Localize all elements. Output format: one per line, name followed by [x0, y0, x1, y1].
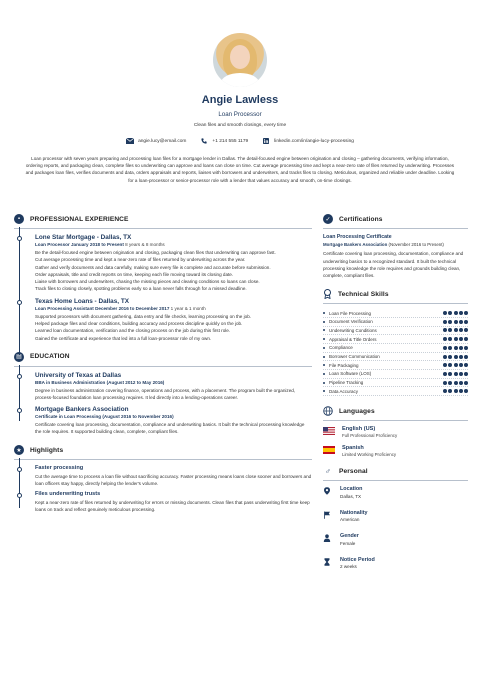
skill-row: [323, 327, 468, 336]
candidate-tagline: Clean files and smooth closings, every time: [193, 123, 287, 128]
entry-description: Be the detail-focused engine between origination and closing, packaging clean files that underwriting can approve fast. Cut average processing time and kept a near-zero rate of files returned by underwriting across the year. Gather and verify documents and data carefully, making sure every file is complete and accurate before submission. Order appraisals, title and credit reports on time, keeping each file moving toward its closing date. Liaise with borrowers and underwriters, chasing the missing pieces and clearing conditions so loans can close. Track files to closing closely, spotting problems early so a loan never falls through for a missed deadline.: [35, 250, 276, 292]
language-item: [323, 445, 468, 457]
entry-title: Lone Star Mortgage - Dallas, TX: [35, 234, 132, 241]
personal-label: Nationality: [340, 509, 368, 516]
right-column: [323, 212, 468, 580]
skill-rating: [443, 363, 468, 367]
personal-item: [323, 510, 468, 534]
email-text: angie.lucy@email.com: [138, 138, 187, 144]
location-icon: [323, 487, 331, 495]
skill-rating: [443, 389, 468, 393]
contact-bar: [0, 138, 480, 144]
skill-row: [323, 379, 468, 388]
skill-rating: [443, 320, 468, 324]
timeline-dot: [17, 467, 22, 472]
skill-row: [323, 309, 468, 318]
personal-item: [323, 533, 468, 557]
skill-row: [323, 353, 468, 362]
entry-title: Texas Home Loans - Dallas, TX: [35, 297, 129, 305]
skill-name: Document Verification: [323, 319, 373, 324]
timeline-dot: [17, 493, 22, 498]
personal-section: [323, 464, 468, 580]
language-name: Spanish: [342, 445, 364, 452]
entry-description: Certificate covering loan processing, documentation, compliance and underwriting basics. It built the technical processing knowledge the role requires. It supported building clean, complete, compliant files.: [35, 421, 305, 434]
section-title: EDUCATION: [30, 353, 70, 361]
personal-item: [323, 486, 468, 510]
experience-section: [14, 212, 312, 342]
entry-title: Faster processing: [35, 465, 84, 472]
section-title: Highlights: [30, 446, 64, 454]
section-divider: [14, 366, 312, 367]
language-level: Limited Working Proficiency: [342, 452, 397, 458]
entry-subtitle: BBA in Business Administration (August 2012 to May 2016): [35, 379, 165, 385]
personal-label: Gender: [340, 533, 359, 540]
briefcase-icon: ▪: [14, 214, 24, 224]
skill-row: [323, 370, 468, 379]
skill-row: [323, 344, 468, 353]
timeline-dot: [17, 236, 22, 241]
section-title: Certifications: [339, 215, 383, 223]
timeline-dot: [17, 408, 22, 413]
skill-rating: [443, 372, 468, 376]
personal-label: Notice Period: [340, 556, 375, 563]
star-icon: ★: [14, 445, 24, 455]
cert-description: Certificate covering loan processing, documentation, compliance and underwriting basics to a recognized standard. It built the technical processing knowledge the role requires and grounds building clean, complete, compliant files.: [323, 251, 464, 279]
email-icon: [126, 138, 134, 144]
personal-value: American: [340, 517, 360, 523]
education-entry: [14, 406, 312, 436]
contact-phone[interactable]: [200, 138, 248, 144]
highlight-entry: [14, 465, 312, 488]
skill-rating: [443, 328, 468, 332]
entry-description: Cut the average time to process a loan file without sacrificing accuracy. Faster processing means loans close sooner and borrowers and loan officers stay happy, directly helping the lender's volume.: [35, 474, 312, 487]
personal-value: Dallas, TX: [340, 493, 362, 499]
section-divider: [14, 228, 312, 229]
linkedin-text: linkedin.com/in/angie-lucy-processing: [274, 138, 354, 144]
timeline-dot: [17, 300, 22, 305]
personal-label: Location: [340, 486, 363, 493]
skill-rating: [443, 311, 468, 315]
profile-photo: [213, 33, 267, 87]
education-section: [14, 350, 312, 435]
hourglass-icon: [323, 558, 331, 566]
language-name: English (US): [342, 426, 376, 433]
phone-text: +1 214 555 1179: [212, 138, 249, 144]
entry-subtitle: Loan Processor January 2018 to Present 8 years & 8 months: [35, 242, 165, 247]
skill-rating: [443, 355, 468, 359]
left-column: [14, 212, 312, 513]
skills-list: [323, 309, 468, 396]
language-item: [323, 426, 468, 438]
section-divider: [323, 480, 468, 481]
skill-row: [323, 387, 468, 396]
candidate-role: Loan Processor: [218, 111, 262, 118]
education-entry: [14, 372, 312, 402]
gender-symbol-icon: ♂: [325, 466, 331, 476]
section-divider: [323, 303, 468, 304]
section-divider: [14, 459, 312, 460]
entry-title: Mortgage Bankers Association: [35, 405, 129, 413]
section-title: PROFESSIONAL EXPERIENCE: [30, 215, 129, 223]
entry-duration: 8 years & 8 months: [125, 242, 165, 247]
entry-title: University of Texas at Dallas: [35, 371, 122, 379]
experience-entry: [14, 234, 312, 293]
entry-subtitle: Certificate in Loan Processing (August 2016 to November 2016): [35, 413, 174, 419]
skill-name: Compliance: [323, 345, 353, 350]
skill-rating: [443, 381, 468, 385]
skill-name: Borrower Communication: [323, 354, 380, 359]
summary-paragraph: Loan processor with seven years preparing and processing loan files for a mortgage lender in Dallas. The detail-focused engine between origination and closing – gathering documents, verifying information, ordering reports, and packaging clean, complete files so underwriting can approve and loans can close on time. Cut average processing time and kept a near-zero rate of files returned by underwriting. Processes and packages loan files, verifies documents and data, orders appraisals and reports, liaises with borrowers and underwriters, and tracks files to closing. Meticulous, organized and reliable under deadline. Looking for a loan-processor or senior-processor role with a lender that values accuracy and smooth, on-time closings.: [25, 156, 455, 183]
section-title: Technical Skills: [338, 290, 389, 298]
contact-email[interactable]: [126, 138, 186, 144]
timeline-dot: [17, 374, 22, 379]
highlights-section: [14, 443, 312, 513]
linkedin-icon: [262, 138, 270, 144]
flag-icon: [323, 511, 331, 519]
education-icon: ▤: [14, 352, 24, 362]
section-title: Languages: [339, 407, 375, 415]
skill-rating: [443, 346, 468, 350]
certifications-section: [323, 212, 468, 279]
person-icon: [323, 534, 331, 542]
entry-duration: 1 year & 1 month: [170, 305, 206, 311]
skill-name: Pipeline Tracking: [323, 380, 363, 385]
skill-name: Underwriting Conditions: [323, 328, 377, 333]
entry-subtitle: Loan Processing Assistant December 2016 to December 2017 1 year & 1 month: [35, 305, 206, 311]
spain-flag-icon: [323, 446, 335, 454]
language-level: Full Professional Proficiency: [342, 433, 398, 439]
certificate-icon: ✓: [323, 214, 333, 224]
section-title: Personal: [339, 467, 368, 475]
personal-value: 2 weeks: [340, 564, 357, 570]
skill-rating: [443, 337, 468, 341]
highlight-entry: [14, 491, 312, 514]
award-icon: [323, 289, 332, 299]
personal-value: Female: [340, 540, 356, 546]
entry-title: Files underwriting trusts: [35, 490, 101, 497]
skill-row: [323, 335, 468, 344]
candidate-name: Angie Lawless: [201, 94, 279, 106]
skill-name: File Packaging: [323, 363, 359, 368]
phone-icon: [200, 138, 208, 144]
section-divider: [323, 228, 468, 229]
entry-description: Kept a near-zero rate of files returned by underwriting for errors or missing documents. Clean files that pass underwriting first time keep loans on track and reflect genuinely meticulous processing.: [35, 499, 310, 513]
entry-description: Degree in business administration covering finance, operations and process, with a placement. The program built the organized, process-focused foundation loan processing requires. It led directly into a lending-operations career.: [35, 387, 296, 401]
skill-name: Data Accuracy: [323, 389, 358, 394]
skills-section: [323, 287, 468, 396]
personal-item: [323, 557, 468, 581]
skill-name: Appraisal & Title Orders: [323, 337, 377, 342]
languages-section: [323, 404, 468, 457]
cert-organization: Mortgage Bankers Association (November 2016 to Present): [323, 242, 444, 247]
section-divider: [323, 420, 468, 421]
skill-name: Loan Software (LOS): [323, 371, 371, 376]
skill-row: [323, 318, 468, 327]
skill-row: [323, 361, 468, 370]
entry-description: Supported processors with document gathering, data entry and file checks, learning processing on the job. Helped package files and clear conditions, building accuracy and process discipline quickly on the job. Learned loan documentation, verification and the closing process on the job during this first role. Gained the certificate and experience that led into a full loan-processor role of my own.: [35, 313, 252, 341]
experience-entry: [14, 298, 312, 342]
globe-icon: [323, 406, 333, 416]
skill-name: Loan File Processing: [323, 311, 371, 316]
us-flag-icon: [323, 427, 335, 435]
cert-title: Loan Processing Certificate: [323, 234, 392, 240]
contact-linkedin[interactable]: [262, 138, 354, 144]
